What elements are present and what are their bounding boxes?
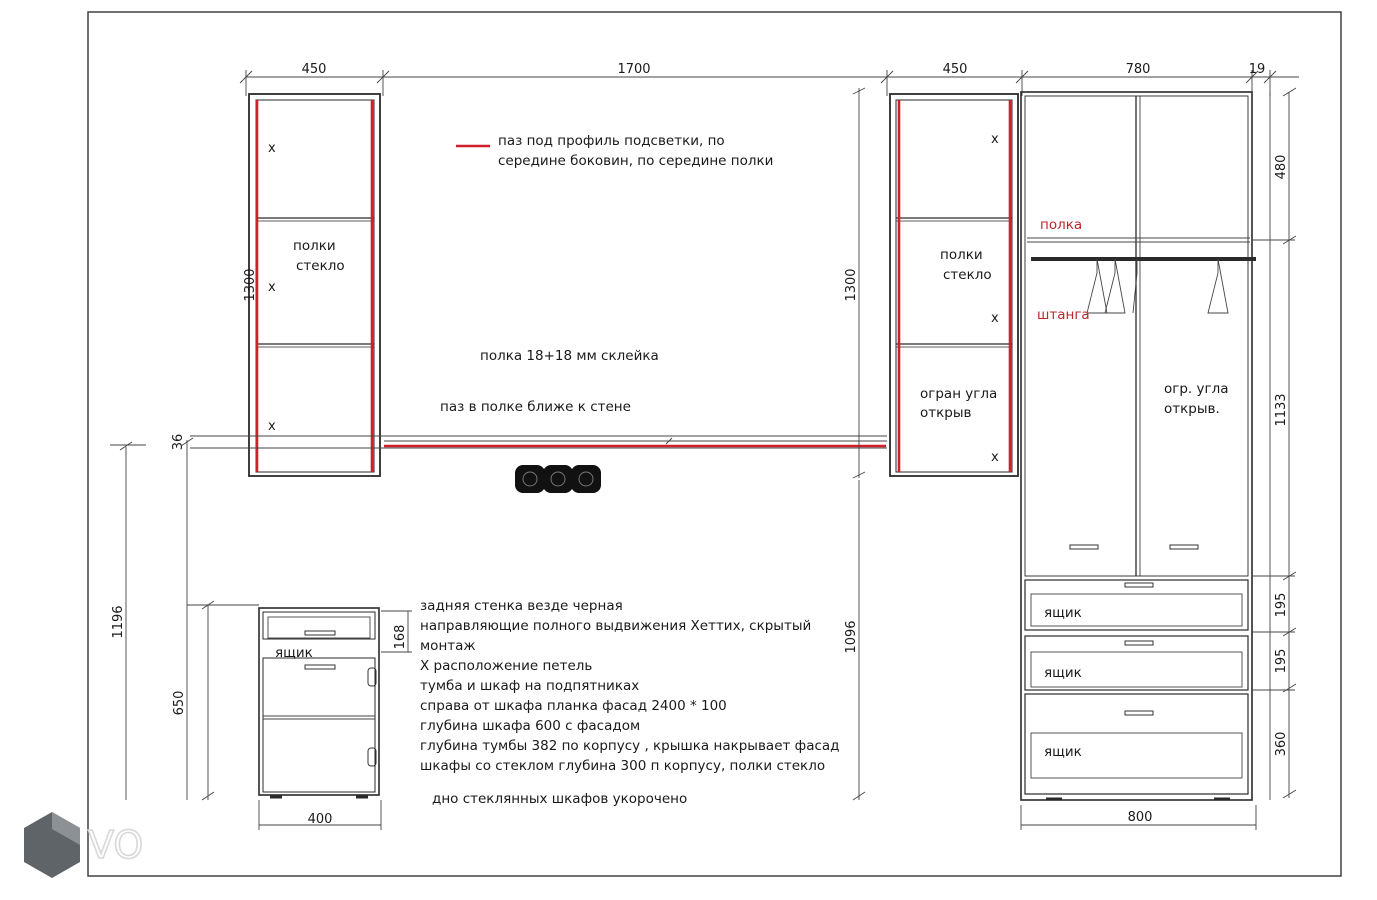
dim-nightstand-drawer: 168 (393, 624, 408, 650)
dim-mid-width: 1700 (617, 62, 651, 77)
dim-drawer3: 360 (1274, 731, 1289, 757)
angle-limit-label: открыв (920, 405, 972, 421)
wardrobe (1021, 92, 1270, 800)
note-line: Х расположение петель (420, 658, 593, 674)
angle-limit-label: огран угла (920, 386, 998, 402)
dim-nightstand-height: 650 (172, 690, 187, 716)
note-line: справа от шкафа планка фасад 2400 * 100 (420, 698, 727, 714)
hinge-mark: x (268, 141, 276, 156)
legend-text: паз под профиль подсветки, по (498, 133, 725, 149)
dim-drawer2: 195 (1274, 648, 1289, 674)
drawer-label: ящик (1044, 665, 1082, 681)
dim-right-glass-width: 450 (942, 62, 968, 77)
angle-limit-label: огр. угла (1164, 381, 1229, 397)
note-line: задняя стенка везде черная (420, 598, 623, 614)
light-fixtures (515, 465, 601, 493)
left-shelves-label: полки (293, 238, 336, 254)
dim-right-strip: 19 (1248, 62, 1266, 77)
evo-logo (24, 812, 143, 878)
note-line: глубина шкафа 600 с фасадом (420, 718, 641, 734)
shelf-red-label: полка (1040, 217, 1083, 233)
shelf-glue-label: полка 18+18 мм склейка (480, 348, 659, 364)
right-shelves-label: полки (940, 247, 983, 263)
hinge-mark: x (991, 311, 999, 326)
dim-right-height: 1300 (844, 268, 859, 302)
dim-shelf-thickness: 36 (171, 433, 186, 451)
long-shelf (190, 436, 887, 448)
groove-label: паз в полке ближе к стене (440, 399, 631, 415)
dim-wardrobe-width: 780 (1125, 62, 1151, 77)
hinge-mark: x (991, 132, 999, 147)
wardrobe-dimension-line (1252, 88, 1296, 798)
logo-text: VO (88, 823, 144, 867)
note-line: глубина тумбы 382 по корпусу , крышка накрывает фасад (420, 738, 840, 754)
drawer-label: ящик (275, 645, 313, 661)
dim-total-height: 1196 (111, 605, 126, 639)
note-line: направляющие полного выдвижения Хеттих, скрытый (420, 618, 812, 634)
note-line: тумба и шкаф на подпятниках (420, 678, 640, 694)
drawer-label: ящик (1044, 605, 1082, 621)
dim-nightstand-width: 400 (307, 812, 333, 827)
note-line: монтаж (420, 638, 476, 654)
nightstand (259, 608, 379, 797)
drawer-label: ящик (1044, 744, 1082, 760)
dim-left-width: 450 (301, 62, 327, 77)
dim-bottom-width: 800 (1127, 810, 1153, 825)
note-line: шкафы со стеклом глубина 300 п корпусу, полки стекло (420, 758, 826, 774)
left-shelves-label: стекло (296, 258, 345, 274)
dim-floor-to-shelf: 1096 (844, 620, 859, 654)
hinge-mark: x (268, 280, 276, 295)
rod-red-label: штанга (1037, 307, 1090, 323)
notes-block (420, 598, 840, 774)
footnote: дно стеклянных шкафов укорочено (432, 791, 688, 807)
right-shelves-label: стекло (943, 267, 992, 283)
dim-left-height: 1300 (243, 268, 258, 302)
legend-text: середине боковин, по середине полки (498, 153, 774, 169)
hinge-mark: x (268, 419, 276, 434)
dim-drawer1: 195 (1274, 592, 1289, 618)
angle-limit-label: открыв. (1164, 401, 1220, 417)
hinge-mark: x (991, 450, 999, 465)
dim-middle-section: 1133 (1274, 393, 1289, 427)
dim-top-section: 480 (1274, 154, 1289, 180)
